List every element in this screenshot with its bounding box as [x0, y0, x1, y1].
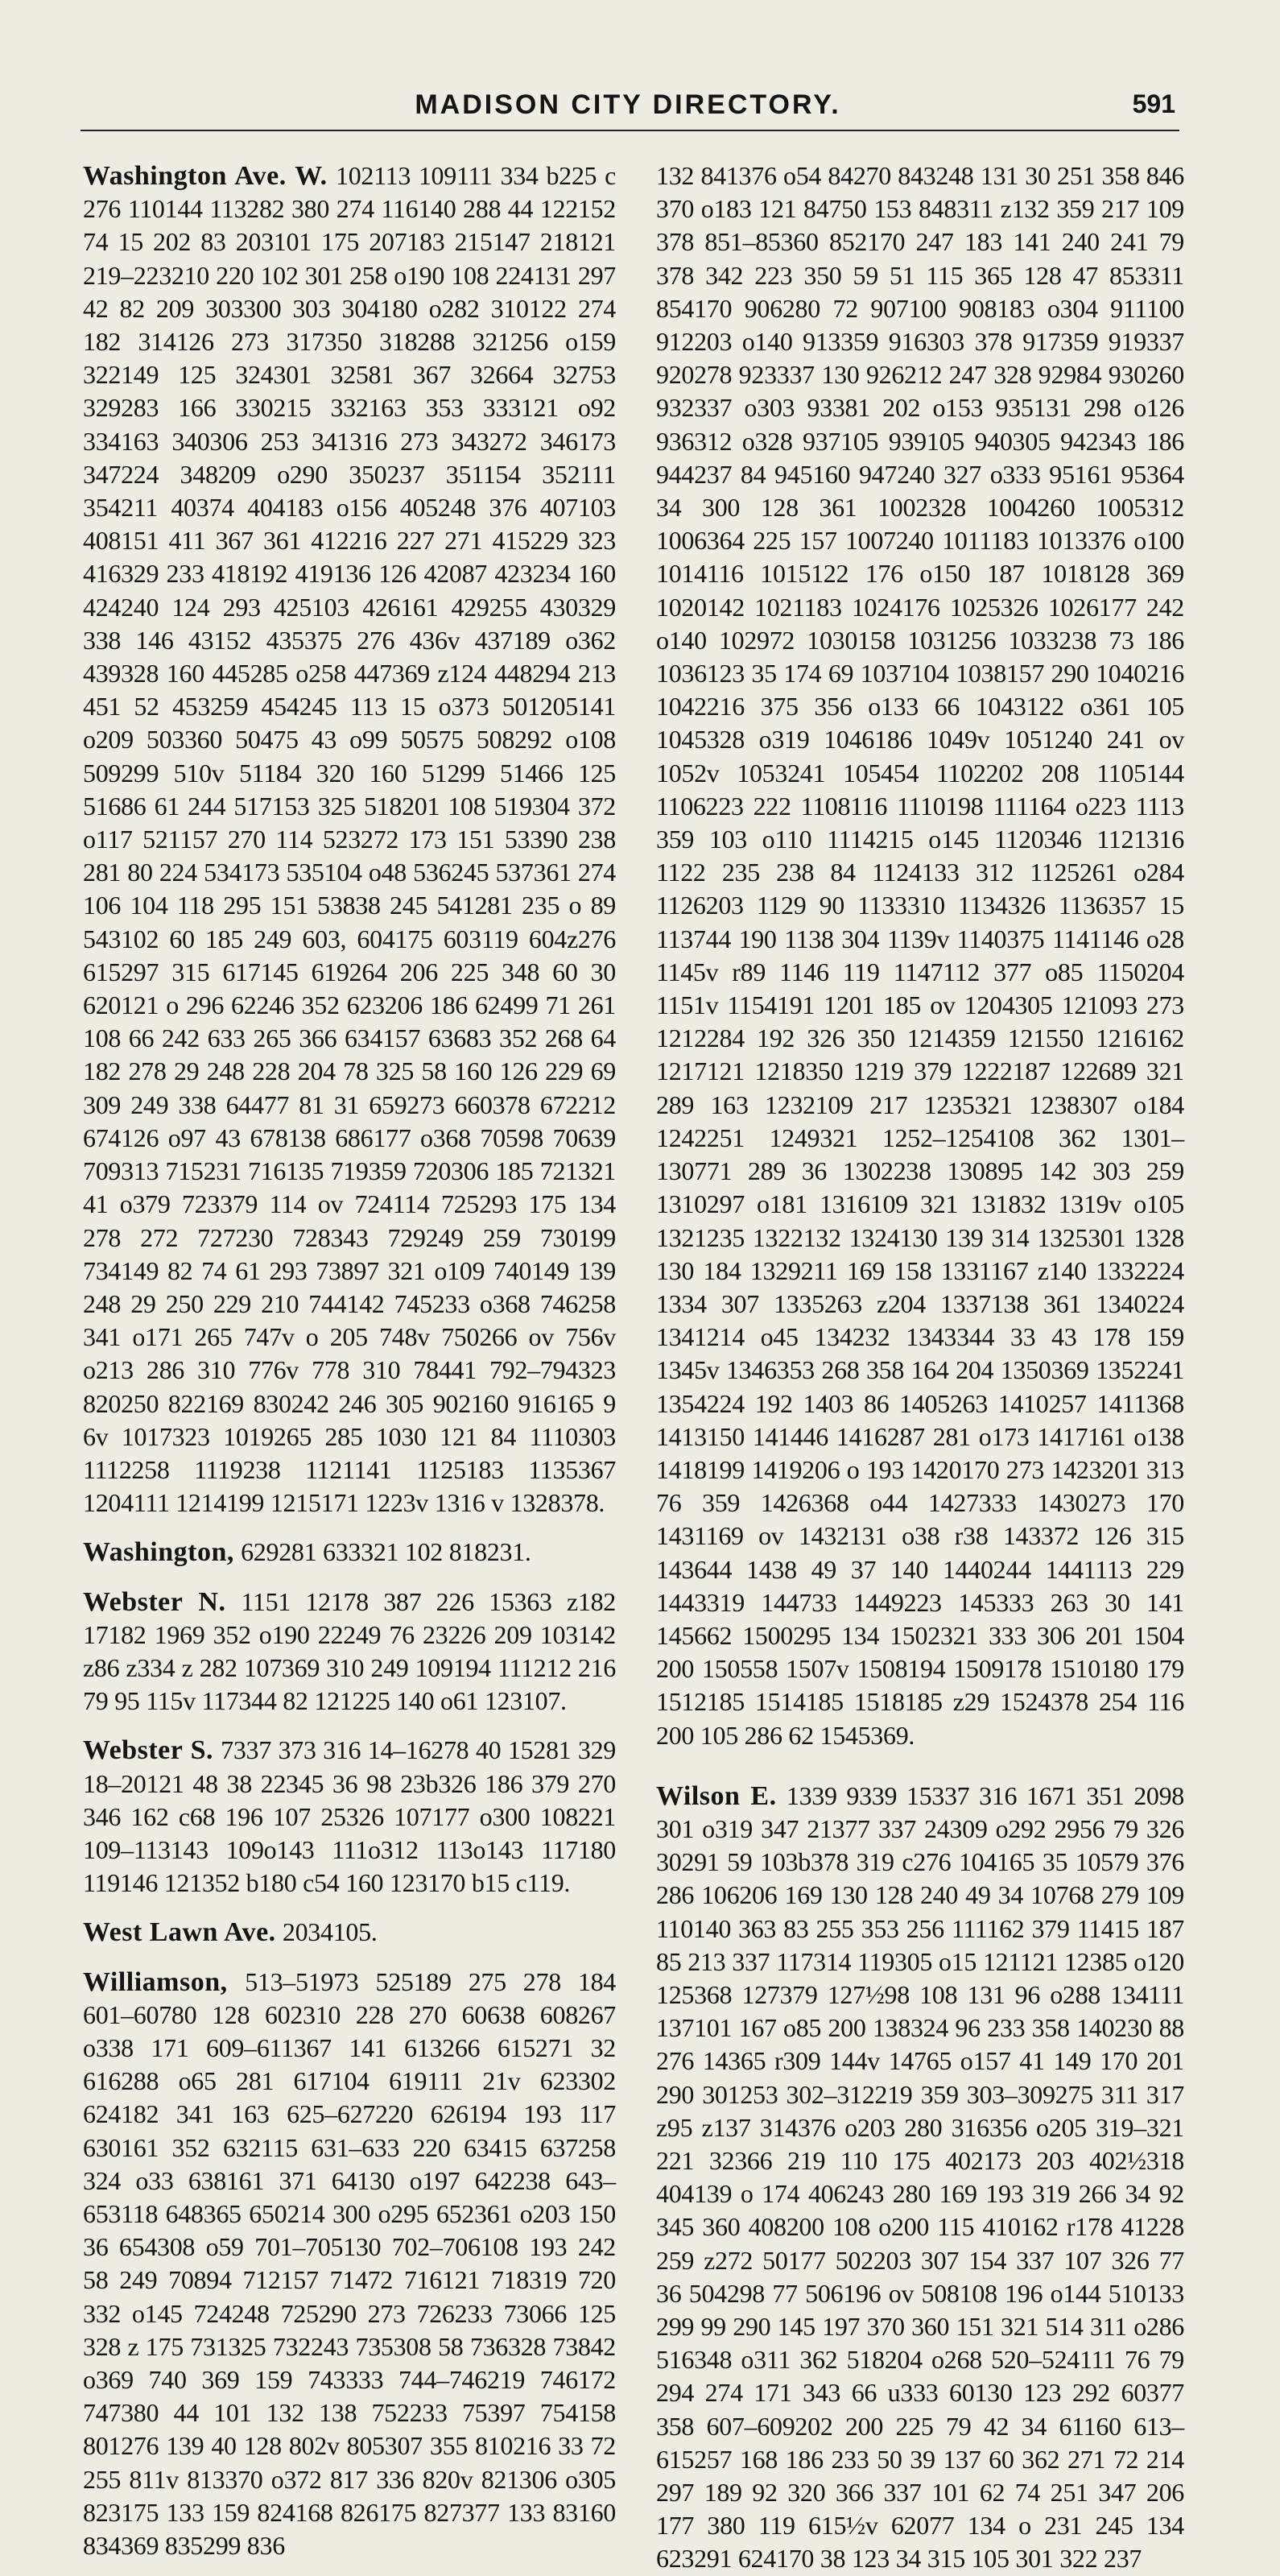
street-name: Webster S.: [83, 1735, 214, 1766]
page-number: 591: [1132, 89, 1175, 118]
header-rule: [81, 130, 1179, 131]
street-entry: [83, 159, 616, 1520]
street-name: West Lawn Ave.: [83, 1917, 276, 1948]
left-column: [83, 159, 616, 2562]
street-listing: 102113 109111 334 b225 c 276 110144 113282 380 274 116140 288 44 122152 74 15 202 83 203101 175 207183 215147 218121 219–223210 220 102 301 258 o190 108 224131 297 42 82 209 303300 303 304180 o282 310122 274 182 314126 273 317350 318288 321256 o159 322149 125 324301 32581 367 32664 32753 329283 166 330215 332163 353 333121 o92 334163 340306 253 341316 273 343272 346173 347224 348209 o290 350237 351154 352111 354211 40374 404183 o156 405248 376 407103 408151 411 367 361 412216 227 271 415229 323 416329 233 418192 419136 126 42087 423234 160 424240 124 293 425103 426161 429255 430329 338 146 43152 435375 276 436v 437189 o362 439328 160 445285 o258 447369 z124 448294 213 451 52 453259 454245 113 15 o373 501205141 o209 503360 50475 43 o99 50575 508292 o108 509299 510v 51184 320 160 51299 51466 125 51686 61 244 517153 325 518201 108 519304 372 o117 521157 270 114 523272 173 151 53390 238 281 80 224 534173 535104 o48 536245 537361 274 106 104 118 295 151 53838 245 541281 235 o 89 543102 60 185 249 603, 604175 603119 604z276 615297 315 617145 619264 206 225 348 60 30 620121 o 296 62246 352 623206 186 62499 71 261 108 66 242 633 265 366 634157 63683 352 268 64 182 278 29 248 228 204 78 325 58 160 126 229 69 309 249 338 64477 81 31 659273 660378 672212 674126 o97 43 678138 686177 o368 70598 70639 709313 715231 716135 719359 720306 185 721321 41 o379 723379 114 ov 724114 725293 175 134 278 272 727230 728343 729249 259 730199 734149 82 74 61 293 73897 321 o109 740149 139 248 29 250 229 210 744142 745233 o368 746258 341 o171 265 747v o 205 748v 750266 ov 756v o213 286 310 776v 778 310 78441 792–794323 820250 822169 830242 246 305 902160 916165 9 6v 1017323 1019265 285 1030 121 84 1110303 1112258 1119238 1121141 1125183 1135367 1204111 1214199 1215171 1223v 1316 v 1328378.: [83, 161, 616, 1518]
street-listing: 2034105.: [282, 1917, 378, 1947]
street-entry: [83, 1966, 616, 2563]
right-column: [656, 159, 1184, 2576]
street-name: Webster N.: [83, 1586, 226, 1617]
street-name: Washington Ave. W.: [83, 161, 328, 191]
street-listing: 513–51973 525189 275 278 184 601–60780 128 602310 228 270 60638 608267 o338 171 609–611367 141 613266 615271 32 616288 o65 281 617104 619111 21v 623302 624182 341 163 625–627220 626194 193 117 630161 352 632115 631–633 220 63415 637258 324 o33 638161 371 64130 o197 642238 643–653118 648365 650214 300 o295 652361 o203 150 36 654308 o59 701–705130 702–706108 193 242 58 249 70894 712157 71472 716121 718319 720 332 o145 724248 725290 273 726233 73066 125 328 z 175 731325 732243 735308 58 736328 73842 o369 740 369 159 743333 744–746219 746172 747380 44 101 132 138 752233 75397 754158 801276 139 40 128 802v 805307 355 810216 33 72 255 811v 813370 o372 817 336 820v 821306 o305 823175 133 159 824168 826175 827377 133 83160 834369 835299 836: [83, 1966, 617, 2561]
street-name: Wilson E.: [656, 1780, 777, 1811]
page-header: [81, 85, 1175, 130]
street-entry: [83, 1916, 616, 1949]
street-listing: 629281 633321 102 818231.: [241, 1537, 531, 1567]
street-entry: [656, 1780, 1184, 2576]
street-entry-continued: [656, 159, 1184, 1752]
street-entry: [83, 1734, 616, 1900]
street-entry: [83, 1536, 616, 1569]
page-title: MADISON CITY DIRECTORY.: [415, 89, 841, 120]
street-name: Williamson,: [83, 1966, 228, 1997]
street-listing: 7337 373 316 14–16278 40 15281 329 18–20121 48 38 22345 36 98 23b326 186 379 270 346 162 c68 196 107 25326 107177 o300 108221 109–113143 109o143 111o312 113o143 117180 119146 121352 b180 c54 160 123170 b15 c119.: [83, 1735, 617, 1898]
street-entry: [83, 1586, 616, 1718]
street-listing: 1339 9339 15337 316 1671 351 2098 301 o319 347 21377 337 24309 o292 2956 79 326 30291 59 103b378 319 c276 104165 35 10579 376 286 106206 169 130 128 240 49 34 10768 279 109 110140 363 83 255 353 256 111162 379 11415 187 85 213 337 117314 119305 o15 121121 12385 o120 125368 127379 127½98 108 131 96 o288 134111 137101 167 o85 200 138324 96 233 358 140230 88 276 14365 r309 144v 14765 o157 41 149 170 201 290 301253 302–312219 359 303–309275 311 317 z95 z137 314376 o203 280 316356 o205 319–321 221 32366 219 110 175 402173 203 402½318 404139 o 174 406243 280 169 193 319 266 34 92 345 360 408200 108 o200 115 410162 r178 41228 259 z272 50177 502203 307 154 337 107 326 77 36 504298 77 506196 ov 508108 196 o144 510133 299 99 290 145 197 370 360 151 321 514 311 o286 516348 o311 362 518204 o268 520–524111 76 79 294 274 171 343 66 u333 60130 123 292 60377 358 607–609202 200 225 79 42 34 61160 613–615257 168 186 233 50 39 137 60 362 271 72 214 297 189 92 320 366 337 101 62 74 251 347 206 177 380 119 615½v 62077 134 o 231 245 134 623291 624170 38 123 34 315 105 301 322 237: [656, 1780, 1184, 2574]
street-name: Washington,: [83, 1537, 234, 1568]
street-listing: 1151 12178 387 226 15363 z182 17182 1969 352 o190 22249 76 23226 209 103142 z86 z334 z 282 107369 310 249 109194 111212 216 79 95 115v 117344 82 121225 140 o61 123107.: [83, 1586, 616, 1716]
street-listing: 132 841376 o54 84270 843248 131 30 251 358 846 370 o183 121 84750 153 848311 z132 359 217 109 378 851–85360 852170 247 183 141 240 241 79 378 342 223 350 59 51 115 365 128 47 853311 854170 906280 72 907100 908183 o304 911100 912203 o140 913359 916303 378 917359 919337 920278 923337 130 926212 247 328 92984 930260 932337 o303 93381 202 o153 935131 298 o126 936312 o328 937105 939105 940305 942343 186 944237 84 945160 947240 327 o333 95161 95364 34 300 128 361 1002328 1004260 1005312 1006364 225 157 1007240 1011183 1013376 o100 1014116 1015122 176 o150 187 1018128 369 1020142 1021183 1024176 1025326 1026177 242 o140 102972 1030158 1031256 1033238 73 186 1036123 35 174 69 1037104 1038157 290 1040216 1042216 375 356 o133 66 1043122 o361 105 1045328 o319 1046186 1049v 1051240 241 ov 1052v 1053241 105454 1102202 208 1105144 1106223 222 1108116 1110198 111164 o223 1113 359 103 o110 1114215 o145 1120346 1121316 1122 235 238 84 1124133 312 1125261 o284 1126203 1129 90 1133310 1134326 1136357 15 113744 190 1138 304 1139v 1140375 1141146 o28 1145v r89 1146 119 1147112 377 o85 1150204 1151v 1154191 1201 185 ov 1204305 121093 273 1212284 192 326 350 1214359 121550 1216162 1217121 1218350 1219 379 1222187 122689 321 289 163 1232109 217 1235321 1238307 o184 1242251 1249321 1252–1254108 362 1301–130771 289 36 1302238 130895 142 303 259 1310297 o181 1316109 321 131832 1319v o105 1321235 1322132 1324130 139 314 1325301 1328 130 184 1329211 169 158 1331167 z140 1332224 1334 307 1335263 z204 1337138 361 1340224 1341214 o45 134232 1343344 33 43 178 159 1345v 1346353 268 358 164 204 1350369 1352241 1354224 192 1403 86 1405263 1410257 1411368 1413150 141446 1416287 281 o173 1417161 o138 1418199 1419206 o 193 1420170 273 1423201 313 76 359 1426368 o44 1427333 1430273 170 1431169 ov 1432131 o38 r38 143372 126 315 143644 1438 49 37 140 1440244 1441113 229 1443319 144733 1449223 145333 263 30 141 145662 1500295 134 1502321 333 306 201 1504 200 150558 1507v 1508194 1509178 1510180 179 1512185 1514185 1518185 z29 1524378 254 116 200 105 286 62 1545369.: [656, 161, 1184, 1750]
